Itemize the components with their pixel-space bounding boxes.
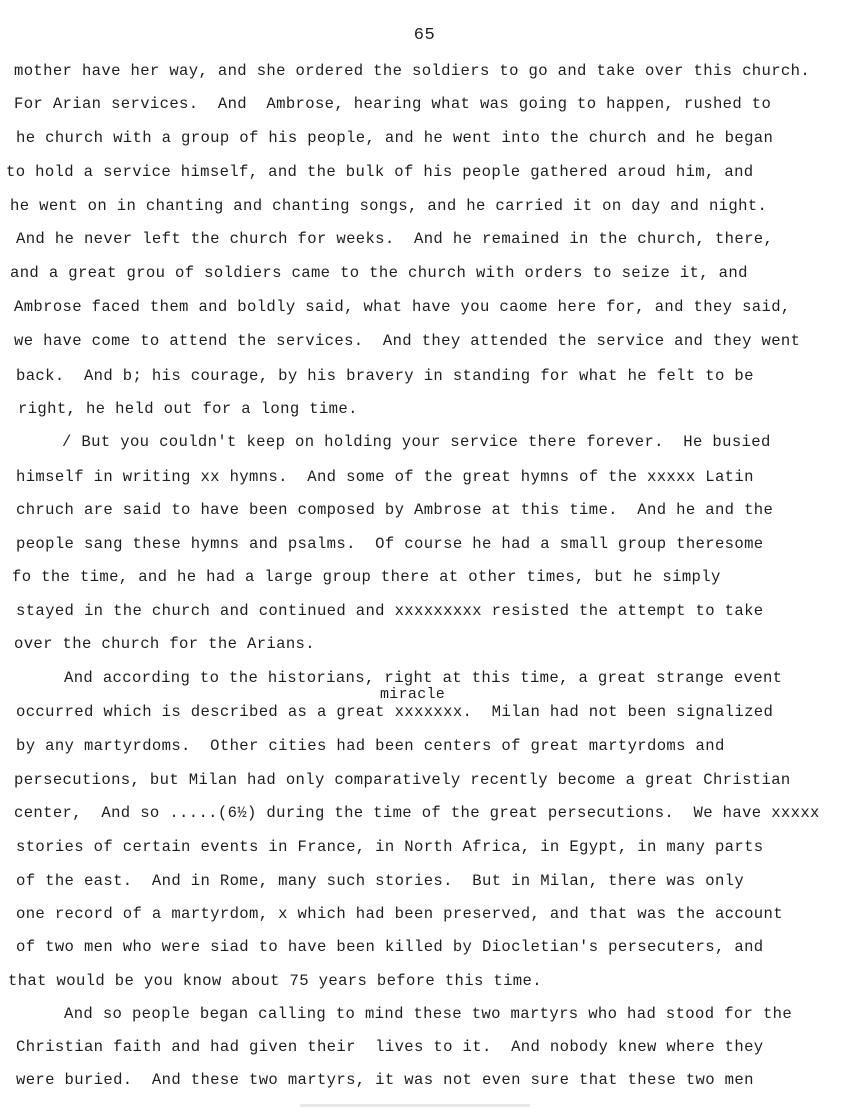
- text-line: And according to the historians, right at this time, a great strange event: [64, 669, 783, 687]
- text-line: that would be you know about 75 years before this time.: [8, 972, 542, 990]
- text-line: right, he held out for a long time.: [18, 400, 358, 418]
- text-line: For Arian services. And Ambrose, hearing what was going to happen, rushed to: [14, 95, 772, 113]
- text-line: back. And b; his courage, by his bravery in standing for what he felt to be: [16, 367, 754, 385]
- text-line: we have come to attend the services. And they attended the service and they went: [14, 332, 801, 350]
- page-bottom-mark: [300, 1104, 530, 1107]
- text-line: were buried. And these two martyrs, it was not even sure that these two men: [16, 1071, 754, 1089]
- text-line: persecutions, but Milan had only comparatively recently become a great Christian: [14, 771, 791, 789]
- text-line: over the church for the Arians.: [14, 635, 315, 653]
- text-line: himself in writing xx hymns. And some of the great hymns of the xxxxx Latin: [16, 468, 754, 486]
- text-line: people sang these hymns and psalms. Of course he had a small group theresome: [16, 535, 764, 553]
- text-line: fo the time, and he had a large group there at other times, but he simply: [12, 568, 721, 586]
- text-line: / But you couldn't keep on holding your service there forever. He busied: [62, 433, 771, 451]
- text-line: center, And so .....(6½) during the time of the great persecutions. We have xxxxx: [14, 804, 820, 822]
- text-line: by any martyrdoms. Other cities had been centers of great martyrdoms and: [16, 737, 725, 755]
- text-line: Christian faith and had given their lives to it. And nobody knew where they: [16, 1038, 764, 1056]
- text-line: one record of a martyrdom, x which had been preserved, and that was the account: [16, 905, 783, 923]
- text-line: stayed in the church and continued and xxxxxxxxx resisted the attempt to take: [16, 602, 764, 620]
- text-line: chruch are said to have been composed by Ambrose at this time. And he and the: [16, 501, 774, 519]
- text-line: mother have her way, and she ordered the soldiers to go and take over this church.: [14, 62, 811, 80]
- text-line: occurred which is described as a great xxxxxxx. Milan had not been signalized: [16, 703, 774, 721]
- text-line: stories of certain events in France, in North Africa, in Egypt, in many parts: [16, 838, 764, 856]
- text-line: and a great grou of soldiers came to the church with orders to seize it, and: [10, 264, 748, 282]
- text-line: And so people began calling to mind these two martyrs who had stood for the: [64, 1005, 793, 1023]
- text-line: to hold a service himself, and the bulk of his people gathered aroud him, and: [6, 163, 754, 181]
- text-line: And he never left the church for weeks. And he remained in the church, there,: [16, 230, 774, 248]
- text-line: he went on in chanting and chanting songs, and he carried it on day and night.: [10, 197, 768, 215]
- page-number: 65: [413, 26, 436, 45]
- text-line: of two men who were siad to have been killed by Diocletian's persecuters, and: [16, 938, 764, 956]
- text-line: Ambrose faced them and boldly said, what have you caome here for, and they said,: [14, 298, 791, 316]
- text-line: he church with a group of his people, and he went into the church and he began: [16, 129, 774, 147]
- text-line: of the east. And in Rome, many such stories. But in Milan, there was only: [16, 872, 745, 890]
- interlinear-insertion: miracle: [380, 686, 446, 703]
